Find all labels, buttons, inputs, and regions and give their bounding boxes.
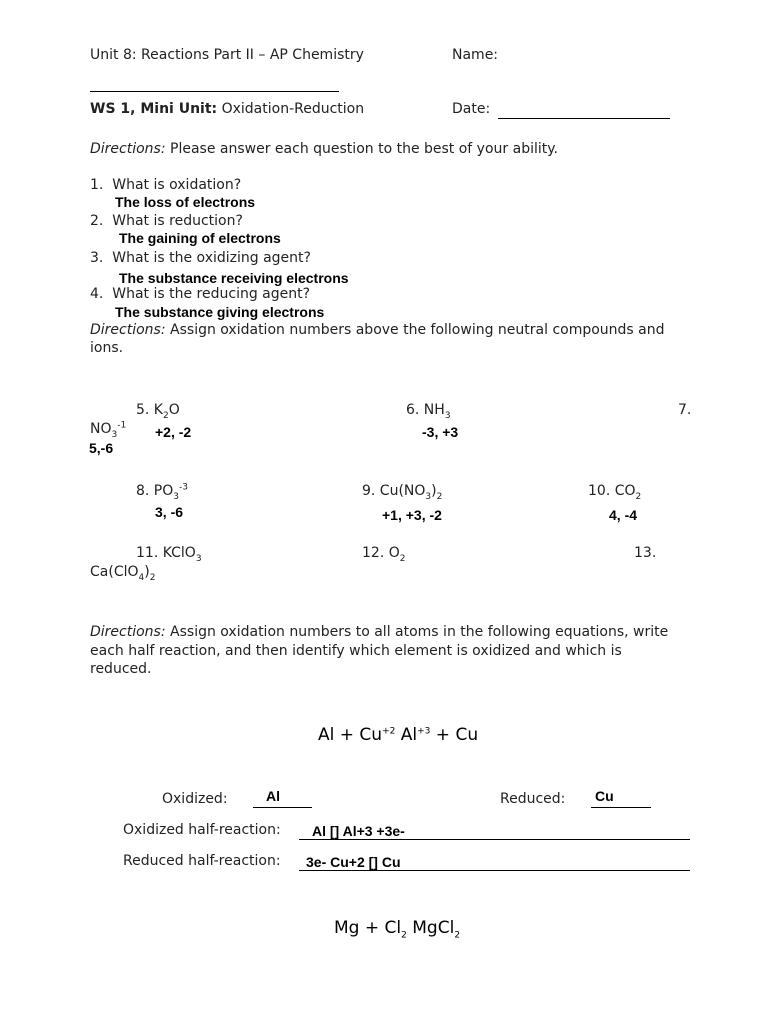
oxidized-answer[interactable]: Al — [266, 788, 280, 804]
compound-13: $Ca(ClO_4)_2$ — [90, 564, 156, 583]
oxidized-label: Oxidized: — [162, 791, 228, 807]
oxidized-half-answer[interactable]: Al [] Al+3 +3e- — [312, 823, 405, 839]
answer-10: 4, -4 — [609, 507, 638, 523]
answer-9: +1, +3, -2 — [382, 507, 442, 523]
worksheet-topic: Oxidation-Reduction — [221, 101, 365, 117]
directions-2-cont: ions. — [90, 340, 124, 356]
reduced-half-answer[interactable]: 3e- Cu+2 [] Cu — [306, 854, 401, 870]
compound-8: 8. $PO_3^{-3}$ — [136, 482, 188, 502]
compound-11: 11. KClO$_3$ — [136, 545, 202, 564]
answer-8: 3, -6 — [155, 504, 184, 520]
reduced-answer[interactable]: Cu — [595, 788, 614, 804]
oxidized-underline — [253, 807, 312, 808]
equation-1: $Al + Cu^{+2}$ $Al^{+3} + Cu$ — [318, 725, 479, 745]
date-underline[interactable] — [498, 118, 670, 119]
compound-12: 12. $O_2$ — [362, 545, 406, 564]
reduced-label: Reduced: — [500, 791, 566, 807]
compound-5: 5. $K_2O$ — [136, 402, 180, 421]
directions-3-cont-2: reduced. — [90, 661, 152, 677]
answer-4: The substance giving electrons — [115, 304, 325, 320]
name-label: Name: — [452, 47, 499, 63]
answer-2: The gaining of electrons — [119, 230, 281, 246]
compound-13-number: 13. — [634, 545, 657, 561]
question-3: 3. What is the oxidizing agent? — [90, 250, 311, 266]
compound-9: 9. $Cu(NO_3)_2$ — [362, 483, 443, 502]
answer-5: +2, -2 — [155, 424, 192, 440]
directions-3-cont: each half reaction, and then identify which element is oxidized and which is — [90, 643, 622, 659]
worksheet-heading — [90, 101, 364, 117]
answer-1: The loss of electrons — [115, 194, 256, 210]
question-2: 2. What is reduction? — [90, 213, 243, 229]
compound-7-number: 7. — [678, 402, 692, 418]
oxidized-half-label: Oxidized half-reaction: — [123, 822, 281, 838]
oxidized-half-underline — [299, 839, 690, 840]
compound-10: 10. $CO_2$ — [588, 483, 642, 502]
reduced-underline — [591, 807, 651, 808]
answer-6: -3, +3 — [422, 424, 459, 440]
directions-1: Directions: Please answer each question to the best of your ability. — [90, 141, 558, 157]
unit-title: Unit 8: Reactions Part II – AP Chemistry — [90, 47, 364, 63]
compound-7: $NO_3^{-1}$ — [90, 420, 127, 440]
reduced-half-underline — [299, 870, 690, 871]
directions-2: Directions: Assign oxidation numbers above the following neutral compounds and — [90, 322, 665, 338]
date-label: Date: — [452, 101, 491, 117]
equation-2: $Mg + Cl_2$ MgCl$_2$ — [334, 918, 461, 941]
question-1: 1. What is oxidation? — [90, 177, 242, 193]
directions-3: Directions: Assign oxidation numbers to all atoms in the following equations, write — [90, 624, 669, 640]
answer-3: The substance receiving electrons — [119, 270, 349, 286]
compound-6: 6. $NH_3$ — [406, 402, 451, 421]
name-underline[interactable] — [90, 91, 339, 92]
reduced-half-label: Reduced half-reaction: — [123, 853, 281, 869]
question-4: 4. What is the reducing agent? — [90, 286, 311, 302]
worksheet-number: WS 1, Mini Unit: — [90, 101, 218, 117]
answer-7: 5,-6 — [89, 440, 114, 456]
